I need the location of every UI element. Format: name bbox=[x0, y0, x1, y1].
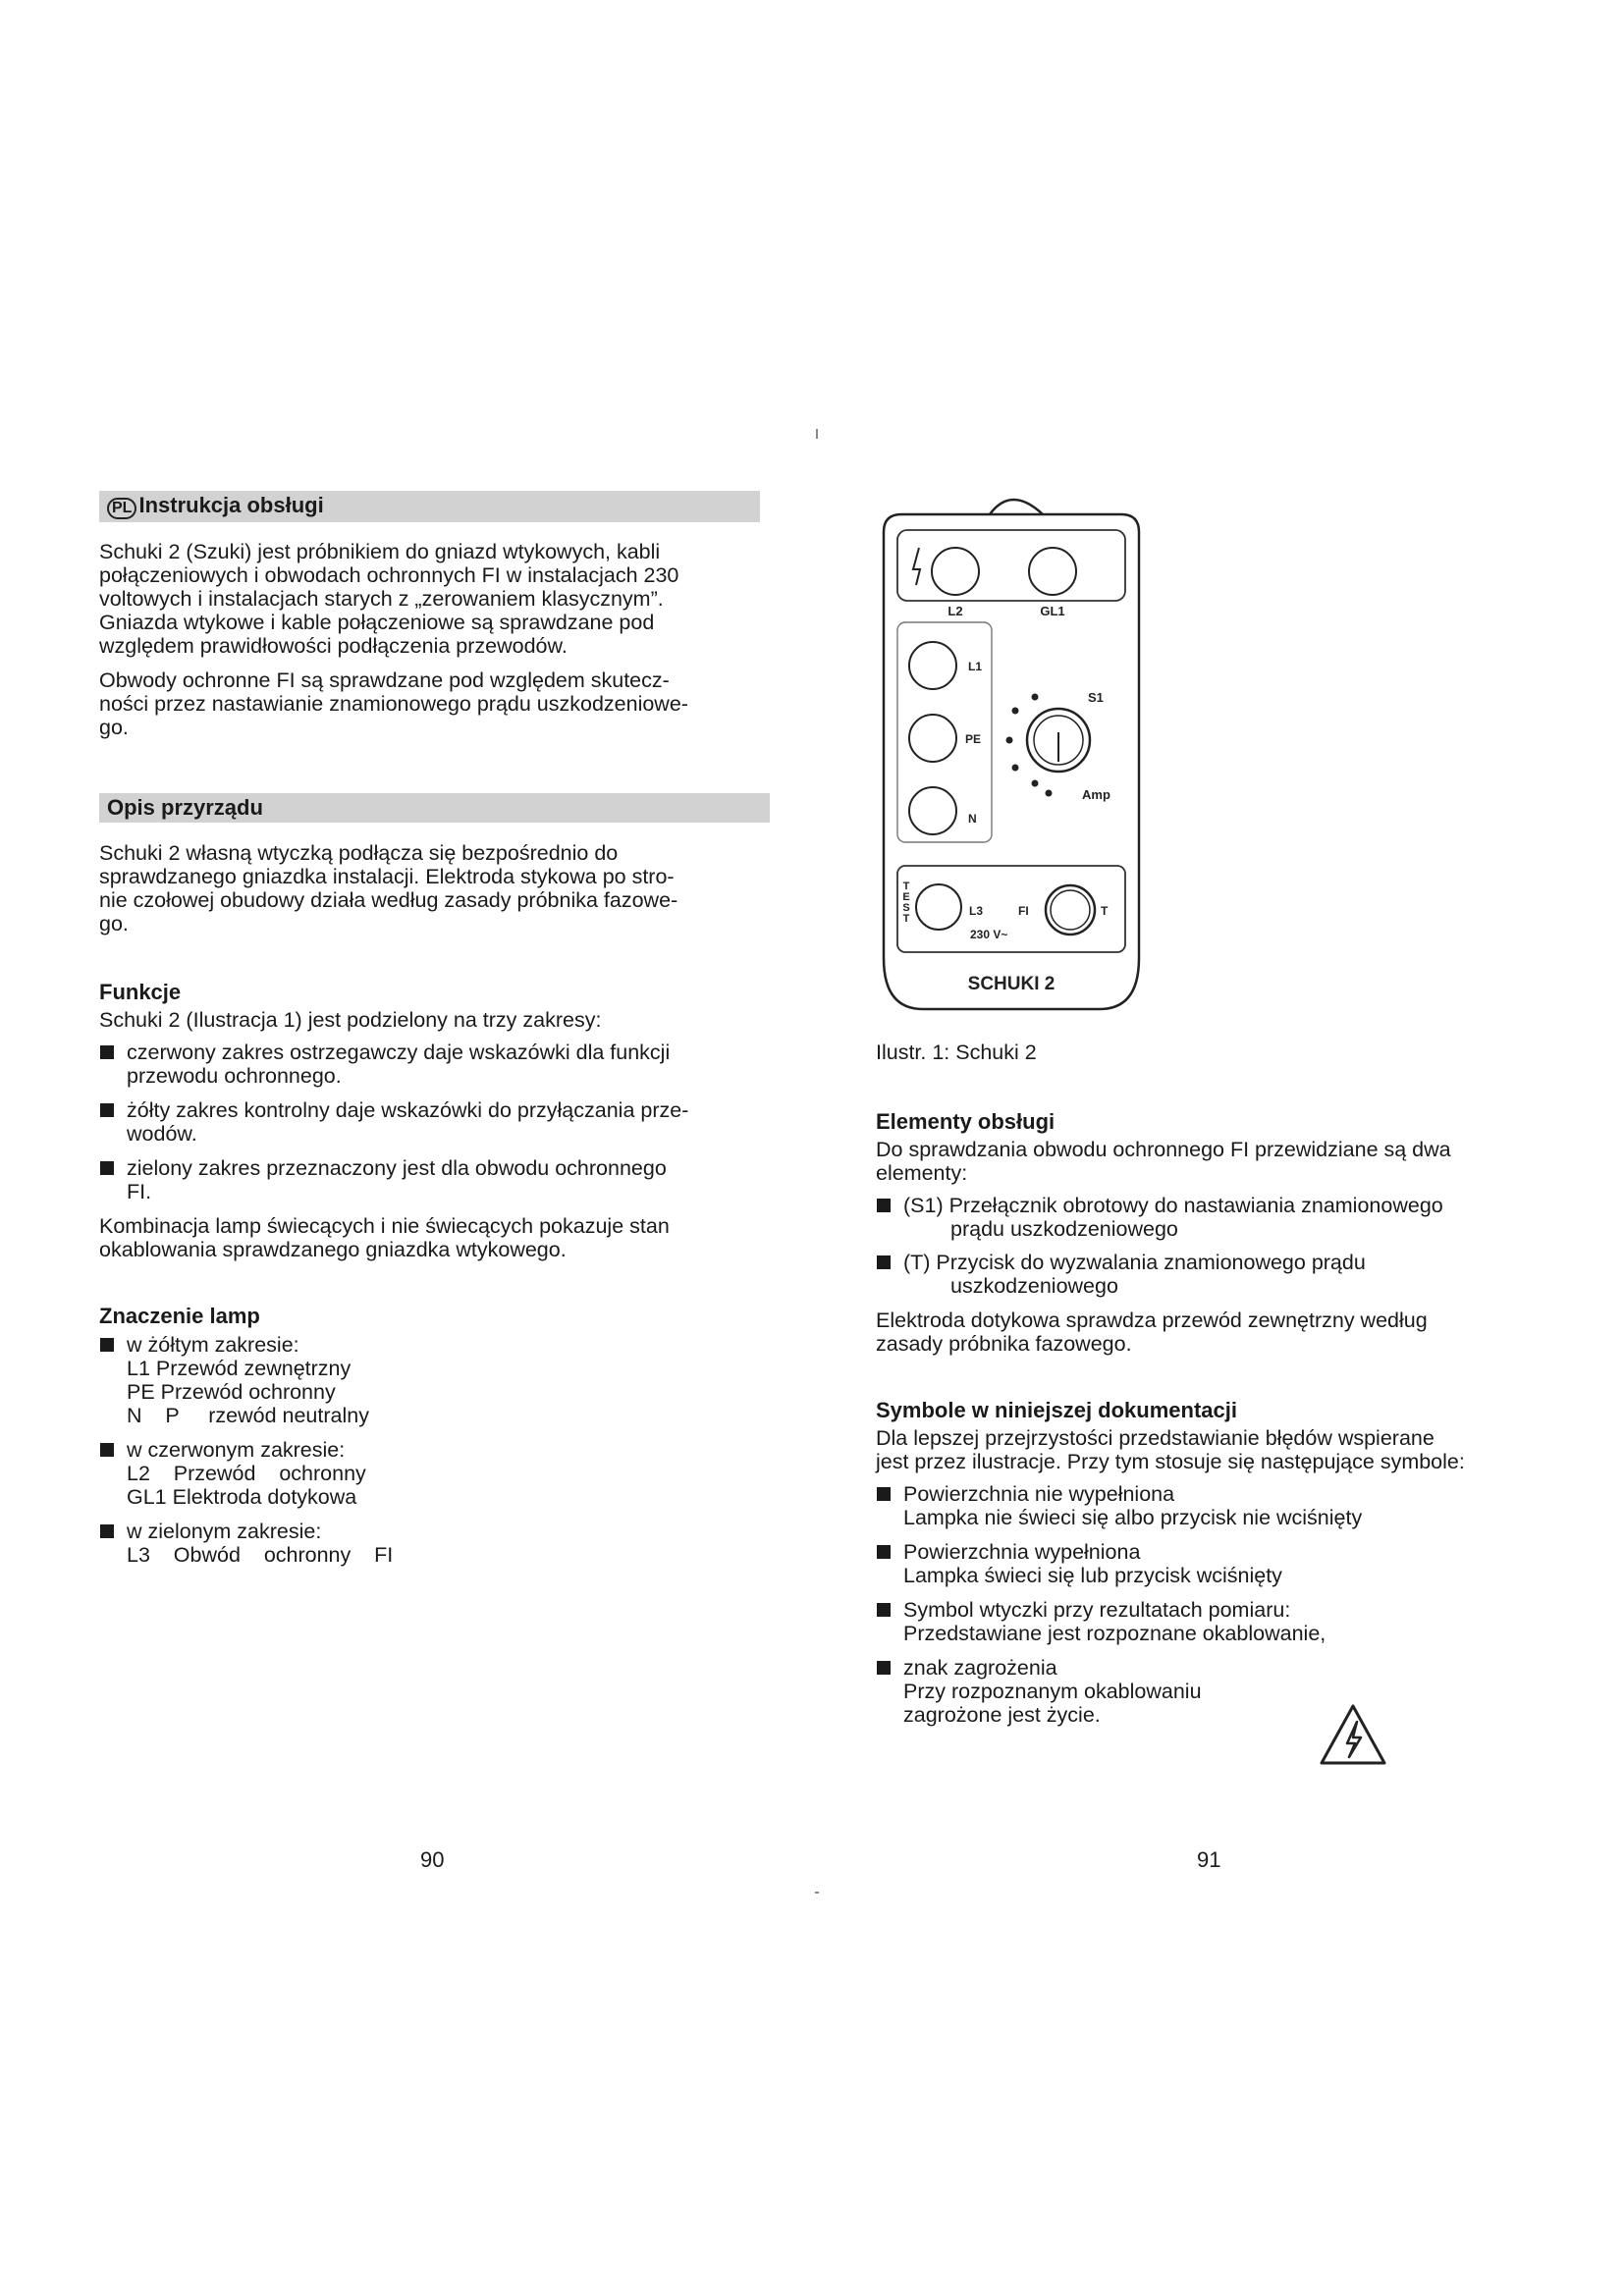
figure-caption: Ilustr. 1: Schuki 2 bbox=[876, 1041, 1037, 1064]
list-item: (T) Przycisk do wyzwalania znamionowego prądu uszkodzeniowego bbox=[876, 1251, 1553, 1298]
paragraph: Schuki 2 (Szuki) jest próbnikiem do gniazd wtykowych, kabli połączeniowych i obwodach ochronnych FI w instalacjach 230 voltowych i instalacjach starych z „zerowaniem klasycznym”. Gniazda wtykowe i kable połączeniowe są sprawdzane pod względem prawidłowości podłączenia przewodów. bbox=[99, 540, 679, 658]
label-l3: L3 bbox=[969, 904, 984, 918]
label-pe: PE bbox=[965, 732, 982, 746]
scan-mark-top bbox=[816, 429, 818, 439]
paragraph: Obwody ochronne FI są sprawdzane pod względem skutecz- ności przez nastawianie znamionowego prądu uszkodzeniowe- go. bbox=[99, 668, 688, 739]
right-page bbox=[876, 1110, 1553, 1727]
list-item: zielony zakres przeznaczony jest dla obwodu ochronnego FI. bbox=[99, 1156, 767, 1203]
section-header-description bbox=[99, 793, 770, 823]
svg-text:T: T bbox=[902, 881, 910, 892]
lamp-l2 bbox=[932, 548, 979, 595]
paragraph: Schuki 2 (Ilustracja 1) jest podzielony na trzy zakresy: bbox=[99, 1008, 602, 1032]
paragraph: Kombinacja lamp świecących i nie świecących pokazuje stan okablowania sprawdzanego gniazdka wtykowego. bbox=[99, 1214, 670, 1261]
list-item: (S1) Przełącznik obrotowy do nastawiania znamionowego prądu uszkodzeniowego bbox=[876, 1194, 1553, 1241]
paragraph: Elektroda dotykowa sprawdza przewód zewnętrzny według zasady próbnika fazowego. bbox=[876, 1308, 1428, 1356]
label-amp: Amp bbox=[1082, 787, 1110, 802]
page-number-left: 90 bbox=[420, 1847, 445, 1872]
list-item: w zielonym zakresie: L3 Obwód ochronny FI bbox=[99, 1520, 767, 1567]
schuki-device-illustration bbox=[874, 487, 1149, 1017]
device-name: SCHUKI 2 bbox=[967, 974, 1056, 994]
svg-text:T: T bbox=[902, 913, 910, 925]
device-body bbox=[884, 514, 1139, 1009]
paragraph: Schuki 2 własną wtyczką podłącza się bezpośrednio do sprawdzanego gniazdka instalacji. Elektroda stykowa po stro- nie czołowej obudowy działa według zasady próbnika fazowe- go. bbox=[99, 841, 678, 935]
paragraph: Dla lepszej przejrzystości przedstawianie błędów wspierane jest przez ilustracje. Przy tym stosuje się następujące symbole: bbox=[876, 1426, 1465, 1473]
label-l1: L1 bbox=[968, 660, 983, 673]
list-item: w żółtym zakresie: L1 Przewód zewnętrzny PE Przewód ochronny N P rzewód neutralny bbox=[99, 1333, 767, 1427]
list-item: Symbol wtyczki przy rezultatach pomiaru: Przedstawiane jest rozpoznane okablowanie, bbox=[876, 1598, 1553, 1645]
lamp-gl1 bbox=[1029, 548, 1076, 595]
lamp-pe bbox=[909, 715, 956, 762]
left-page bbox=[99, 491, 767, 1567]
heading-controls: Elementy obsługi bbox=[876, 1109, 1056, 1134]
heading-lamp-meaning: Znaczenie lamp bbox=[99, 1304, 260, 1328]
danger-warning-icon bbox=[1318, 1702, 1388, 1767]
label-t: T bbox=[1101, 904, 1109, 918]
test-button-inner bbox=[1051, 890, 1090, 930]
language-badge: PL bbox=[107, 498, 136, 519]
label-gl1: GL1 bbox=[1040, 604, 1065, 618]
section-header-instruction bbox=[99, 491, 760, 522]
list-item: żółty zakres kontrolny daje wskazówki do przyłączania prze- wodów. bbox=[99, 1098, 767, 1146]
test-label bbox=[902, 881, 909, 925]
list-item: w czerwonym zakresie: L2 Przewód ochronny GL1 Elektroda dotykowa bbox=[99, 1438, 767, 1509]
label-s1: S1 bbox=[1088, 690, 1104, 705]
scan-mark-bottom bbox=[815, 1892, 819, 1894]
device-hook bbox=[990, 500, 1043, 514]
list-item: czerwony zakres ostrzegawczy daje wskazówki dla funkcji przewodu ochronnego. bbox=[99, 1041, 767, 1088]
label-l2: L2 bbox=[947, 604, 963, 618]
lamp-l1 bbox=[909, 642, 956, 689]
heading-symbols: Symbole w niniejszej dokumentacji bbox=[876, 1398, 1237, 1422]
svg-text:E: E bbox=[902, 891, 910, 903]
lamp-l3 bbox=[916, 884, 961, 930]
page-number-right: 91 bbox=[1197, 1847, 1221, 1872]
paragraph: Do sprawdzania obwodu ochronnego FI przewidziane są dwa elementy: bbox=[876, 1138, 1451, 1185]
lamp-n bbox=[909, 787, 956, 834]
section-title: Instrukcja obsługi bbox=[138, 493, 324, 517]
list-item: Powierzchnia wypełniona Lampka świeci się lub przycisk wciśnięty bbox=[876, 1540, 1553, 1587]
label-fi: FI bbox=[1018, 904, 1029, 918]
list-item: Powierzchnia nie wypełniona Lampka nie świeci się albo przycisk nie wciśnięty bbox=[876, 1482, 1553, 1529]
label-n: N bbox=[968, 812, 977, 826]
label-voltage: 230 V~ bbox=[970, 928, 1008, 941]
list-item: znak zagrożenia Przy rozpoznanym okablowaniu zagrożone jest życie. bbox=[876, 1656, 1553, 1727]
svg-text:S: S bbox=[902, 902, 910, 914]
section-title: Opis przyrządu bbox=[107, 795, 263, 820]
heading-funkcje: Funkcje bbox=[99, 980, 182, 1004]
